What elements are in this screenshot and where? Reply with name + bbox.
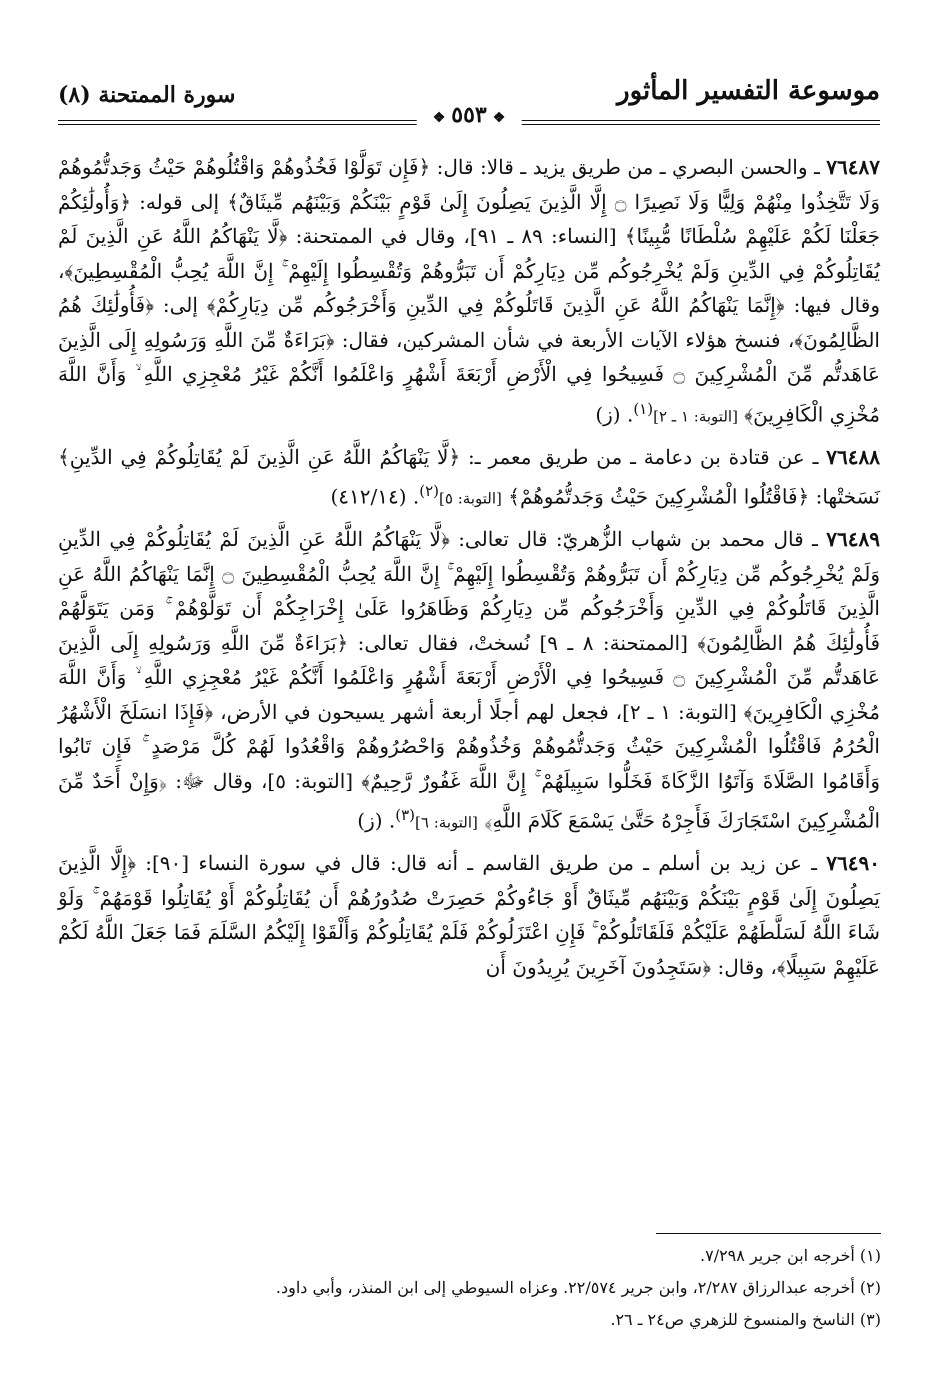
footnote-marker: (٢) (419, 482, 440, 501)
verse-reference: [التوبة: ٥] (439, 489, 502, 508)
narration-number: ٧٦٤٨٧ (826, 155, 880, 179)
footnote-marker: (٣) (395, 806, 416, 825)
narration-entry: ٧٦٤٨٨ ـ عن قتادة بن دعامة ـ من طريق معمر ـ: ﴿لَّا يَنْهَاكُمُ اللَّهُ عَنِ الَّذِينَ لَمْ يُقَاتِلُوكُمْ فِي الدِّينِ﴾ نَسَختْها: ﴿فَاقْتُلُوا الْمُشْرِكِينَ حَيْثُ وَجَدتُّمُوهُمْ﴾ [التوبة: ٥]$^{(٢)}$. (٤١٢/١٤) (58, 444, 881, 509)
narration-entry: ٧٦٤٨٧ ـ والحسن البصري ـ من طريق يزيد ـ قالا: قال: ﴿فَإِن تَوَلَّوْا فَخُذُوهُمْ وَاقْتُلُوهُمْ حَيْثُ وَجَدتُّمُوهُمْ وَلَا تَتَّخِذُوا مِنْهُمْ وَلِيًّا وَلَا نَصِيرًا ۝ إِلَّا الَّذِينَ يَصِلُونَ إِلَىٰ قَوْمٍ بَيْنَكُمْ وَبَيْنَهُم مِّيثَاقٌ﴾ إلى قوله: ﴿وَأُولَٰئِكُمْ جَعَلْنَا لَكُمْ عَلَيْهِمْ سُلْطَانًا مُّبِينًا﴾ [النساء: ٨٩ ـ ٩١]، وقال في الممتحنة: ﴿لَّا يَنْهَاكُمُ اللَّهُ عَنِ الَّذِينَ لَمْ يُقَاتِلُوكُمْ فِي الدِّينِ وَلَمْ يُخْرِجُوكُم مِّن دِيَارِكُمْ أَن تَبَرُّوهُمْ وَتُقْسِطُوا إِلَيْهِمْ ۚ إِنَّ اللَّهَ يُحِبُّ الْمُقْسِطِينَ﴾، وقال فيها: ﴿إِنَّمَا يَنْهَاكُمُ اللَّهُ عَنِ الَّذِينَ قَاتَلُوكُمْ فِي الدِّينِ وَأَخْرَجُوكُم مِّن دِيَارِكُمْ﴾ إلى: ﴿فَأُولَٰئِكَ هُمُ الظَّالِمُونَ﴾، فنسخ هؤلاء الآيات الأربعة في شأن المشركين، فقال: ﴿بَرَاءَةٌ مِّنَ اللَّهِ وَرَسُولِهِ إِلَى الَّذِينَ عَاهَدتُّم مِّنَ الْمُشْرِكِينَ ۝ فَسِيحُوا فِي الْأَرْضِ أَرْبَعَةَ أَشْهُرٍ وَاعْلَمُوا أَنَّكُمْ غَيْرُ مُعْجِزِي اللَّهِ ۙ وَأَنَّ اللَّهَ مُخْزِي الْكَافِرِينَ﴾ [التوبة: ١ ـ ٢]$^{(١)}$. (ز) (58, 155, 880, 427)
narration-text: عن قتادة بن دعامة ـ من طريق معمر ـ: ﴿لَّا يَنْهَاكُمُ اللَّهُ عَنِ الَّذِينَ لَمْ يُقَاتِلُوكُمْ فِي الدِّينِ﴾ نَسَختْها: ﴿فَاقْتُلُوا الْمُشْرِكِينَ حَيْثُ وَجَدتُّمُوهُمْ﴾ (58, 444, 880, 509)
footnote-item: (٢) أخرجه عبدالرزاق ٢/٢٨٧، وابن جرير ٢٢/٥٧٤. وعزاه السيوطي إلى ابن المنذر، وأبي داود. (275, 1278, 881, 1297)
narration-number: ٧٦٤٨٩ (826, 527, 881, 552)
verse-reference: [التوبة: ١ ـ ٢] (653, 407, 738, 426)
main-text (58, 150, 880, 990)
footnotes (59, 1240, 881, 1336)
page-header (58, 72, 880, 132)
narration-number: ٧٦٤٩٠ (826, 851, 880, 876)
footnote-item: (٣) الناسخ والمنسوخ للزهري ص٢٤ ـ ٢٦. (610, 1310, 881, 1329)
narration-text: عن زيد بن أسلم ـ من طريق القاسم ـ أنه قال: قال في سورة النساء [٩٠]: ﴿إِلَّا الَّذِينَ يَصِلُونَ إِلَىٰ قَوْمٍ بَيْنَكُمْ وَبَيْنَهُم مِّيثَاقٌ أَوْ جَاءُوكُمْ حَصِرَتْ صُدُورُهُمْ أَن يُقَاتِلُوكُمْ أَوْ يُقَاتِلُوا قَوْمَهُمْ ۚ وَلَوْ شَاءَ اللَّهُ لَسَلَّطَهُمْ عَلَيْكُمْ فَلَقَاتَلُوكُمْ ۚ فَإِنِ اعْتَزَلُوكُمْ فَلَمْ يُقَاتِلُوكُمْ وَأَلْقَوْا إِلَيْكُمُ السَّلَمَ فَمَا جَعَلَ اللَّهُ لَكُمْ عَلَيْهِمْ سَبِيلًا﴾، وقال: ﴿سَتَجِدُونَ آخَرِينَ يُرِيدُونَ أَن (58, 851, 880, 979)
narration-tail: . (٤١٢/١٤) (330, 484, 420, 509)
surah-title: سورة الممتحنة (٨) (58, 82, 236, 108)
footnote-item: (١) أخرجه ابن جرير ٧/٢٩٨. (700, 1246, 881, 1265)
page-number: ❖ ٥٥٣ ❖ (417, 102, 522, 128)
narration-entry: ٧٦٤٩٠ ـ عن زيد بن أسلم ـ من طريق القاسم ـ أنه قال: قال في سورة النساء [٩٠]: ﴿إِلَّا الَّذِينَ يَصِلُونَ إِلَىٰ قَوْمٍ بَيْنَكُمْ وَبَيْنَهُم مِّيثَاقٌ أَوْ جَاءُوكُمْ حَصِرَتْ صُدُورُهُمْ أَن يُقَاتِلُوكُمْ أَوْ يُقَاتِلُوا قَوْمَهُمْ ۚ وَلَوْ شَاءَ اللَّهُ لَسَلَّطَهُمْ عَلَيْكُمْ فَلَقَاتَلُوكُمْ ۚ فَإِنِ اعْتَزَلُوكُمْ فَلَمْ يُقَاتِلُوكُمْ وَأَلْقَوْا إِلَيْكُمُ السَّلَمَ فَمَا جَعَلَ اللَّهُ لَكُمْ عَلَيْهِمْ سَبِيلًا﴾، وقال: ﴿سَتَجِدُونَ آخَرِينَ يُرِيدُونَ أَن (58, 851, 880, 979)
narration-text: قال محمد بن شهاب الزُّهريّ: قال تعالى: ﴿لَّا يَنْهَاكُمُ اللَّهُ عَنِ الَّذِينَ لَمْ يُقَاتِلُوكُمْ فِي الدِّينِ وَلَمْ يُخْرِجُوكُم مِّن دِيَارِكُمْ أَن تَبَرُّوهُمْ وَتُقْسِطُوا إِلَيْهِمْ ۚ إِنَّ اللَّهَ يُحِبُّ الْمُقْسِطِينَ ۝ إِنَّمَا يَنْهَاكُمُ اللَّهُ عَنِ الَّذِينَ قَاتَلُوكُمْ فِي الدِّينِ وَأَخْرَجُوكُم مِّن دِيَارِكُمْ وَظَاهَرُوا عَلَىٰ إِخْرَاجِكُمْ أَن تَوَلَّوْهُمْ ۚ وَمَن يَتَوَلَّهُمْ فَأُولَٰئِكَ هُمُ الظَّالِمُونَ﴾ [الممتحنة: ٨ ـ ٩] نُسختْ، فقال تعالى: ﴿بَرَاءَةٌ مِّنَ اللَّهِ وَرَسُولِهِ إِلَى الَّذِينَ عَاهَدتُّم مِّنَ الْمُشْرِكِينَ ۝ فَسِيحُوا فِي الْأَرْضِ أَرْبَعَةَ أَشْهُرٍ وَاعْلَمُوا أَنَّكُمْ غَيْرُ مُعْجِزِي اللَّهِ ۙ وَأَنَّ اللَّهَ مُخْزِي الْكَافِرِينَ﴾ [التوبة: ١ ـ ٢]، فجعل لهم أجلًا أربعة أشهر يسيحون في الأرض، ﴿فَإِذَا انسَلَخَ الْأَشْهُرُ الْحُرُمُ فَاقْتُلُوا الْمُشْرِكِينَ حَيْثُ وَجَدتُّمُوهُمْ وَخُذُوهُمْ وَاحْصُرُوهُمْ وَاقْعُدُوا لَهُمْ كُلَّ مَرْصَدٍ ۚ فَإِن تَابُوا وَأَقَامُوا الصَّلَاةَ وَآتَوُا الزَّكَاةَ فَخَلُّوا سَبِيلَهُمْ ۚ إِنَّ اللَّهَ غَفُورٌ رَّحِيمٌ﴾ [التوبة: ٥]، وقال ﷻ: ﴿وَإِنْ أَحَدٌ مِّنَ الْمُشْرِكِينَ اسْتَجَارَكَ فَأَجِرْهُ حَتَّىٰ يَسْمَعَ كَلَامَ اللَّهِ﴾ (58, 527, 881, 833)
narration-tail: . (ز) (595, 402, 634, 427)
narration-tail: . (ز) (357, 808, 396, 833)
footnote-rule (656, 1233, 881, 1234)
narration-text: والحسن البصري ـ من طريق يزيد ـ قالا: قال: ﴿فَإِن تَوَلَّوْا فَخُذُوهُمْ وَاقْتُلُوهُمْ حَيْثُ وَجَدتُّمُوهُمْ وَلَا تَتَّخِذُوا مِنْهُمْ وَلِيًّا وَلَا نَصِيرًا ۝ إِلَّا الَّذِينَ يَصِلُونَ إِلَىٰ قَوْمٍ بَيْنَكُمْ وَبَيْنَهُم مِّيثَاقٌ﴾ إلى قوله: ﴿وَأُولَٰئِكُمْ جَعَلْنَا لَكُمْ عَلَيْهِمْ سُلْطَانًا مُّبِينًا﴾ [النساء: ٨٩ ـ ٩١]، وقال في الممتحنة: ﴿لَّا يَنْهَاكُمُ اللَّهُ عَنِ الَّذِينَ لَمْ يُقَاتِلُوكُمْ فِي الدِّينِ وَلَمْ يُخْرِجُوكُم مِّن دِيَارِكُمْ أَن تَبَرُّوهُمْ وَتُقْسِطُوا إِلَيْهِمْ ۚ إِنَّ اللَّهَ يُحِبُّ الْمُقْسِطِينَ﴾، وقال فيها: ﴿إِنَّمَا يَنْهَاكُمُ اللَّهُ عَنِ الَّذِينَ قَاتَلُوكُمْ فِي الدِّينِ وَأَخْرَجُوكُم مِّن دِيَارِكُمْ﴾ إلى: ﴿فَأُولَٰئِكَ هُمُ الظَّالِمُونَ﴾، فنسخ هؤلاء الآيات الأربعة في شأن المشركين، فقال: ﴿بَرَاءَةٌ مِّنَ اللَّهِ وَرَسُولِهِ إِلَى الَّذِينَ عَاهَدتُّم مِّنَ الْمُشْرِكِينَ ۝ فَسِيحُوا فِي الْأَرْضِ أَرْبَعَةَ أَشْهُرٍ وَاعْلَمُوا أَنَّكُمْ غَيْرُ مُعْجِزِي اللَّهِ ۙ وَأَنَّ اللَّهَ مُخْزِي الْكَافِرِينَ﴾ (58, 155, 880, 427)
book-title: موسوعة التفسير المأثور (617, 76, 880, 106)
footnote-marker: (١) (633, 399, 654, 418)
narration-number: ٧٦٤٨٨ (826, 444, 881, 469)
narration-entry: ٧٦٤٨٩ ـ قال محمد بن شهاب الزُّهريّ: قال تعالى: ﴿لَّا يَنْهَاكُمُ اللَّهُ عَنِ الَّذِينَ لَمْ يُقَاتِلُوكُمْ فِي الدِّينِ وَلَمْ يُخْرِجُوكُم مِّن دِيَارِكُمْ أَن تَبَرُّوهُمْ وَتُقْسِطُوا إِلَيْهِمْ ۚ إِنَّ اللَّهَ يُحِبُّ الْمُقْسِطِينَ ۝ إِنَّمَا يَنْهَاكُمُ اللَّهُ عَنِ الَّذِينَ قَاتَلُوكُمْ فِي الدِّينِ وَأَخْرَجُوكُم مِّن دِيَارِكُمْ وَظَاهَرُوا عَلَىٰ إِخْرَاجِكُمْ أَن تَوَلَّوْهُمْ ۚ وَمَن يَتَوَلَّهُمْ فَأُولَٰئِكَ هُمُ الظَّالِمُونَ﴾ [الممتحنة: ٨ ـ ٩] نُسختْ، فقال تعالى: ﴿بَرَاءَةٌ مِّنَ اللَّهِ وَرَسُولِهِ إِلَى الَّذِينَ عَاهَدتُّم مِّنَ الْمُشْرِكِينَ ۝ فَسِيحُوا فِي الْأَرْضِ أَرْبَعَةَ أَشْهُرٍ وَاعْلَمُوا أَنَّكُمْ غَيْرُ مُعْجِزِي اللَّهِ ۙ وَأَنَّ اللَّهَ مُخْزِي الْكَافِرِينَ﴾ [التوبة: ١ ـ ٢]، فجعل لهم أجلًا أربعة أشهر يسيحون في الأرض، ﴿فَإِذَا انسَلَخَ الْأَشْهُرُ الْحُرُمُ فَاقْتُلُوا الْمُشْرِكِينَ حَيْثُ وَجَدتُّمُوهُمْ وَخُذُوهُمْ وَاحْصُرُوهُمْ وَاقْعُدُوا لَهُمْ كُلَّ مَرْصَدٍ ۚ فَإِن تَابُوا وَأَقَامُوا الصَّلَاةَ وَآتَوُا الزَّكَاةَ فَخَلُّوا سَبِيلَهُمْ ۚ إِنَّ اللَّهَ غَفُورٌ رَّحِيمٌ﴾ [التوبة: ٥]، وقال ﷻ: ﴿وَإِنْ أَحَدٌ مِّنَ الْمُشْرِكِينَ اسْتَجَارَكَ فَأَجِرْهُ حَتَّىٰ يَسْمَعَ كَلَامَ اللَّهِ﴾ [التوبة: ٦]$^{(٣)}$. (ز) (58, 527, 881, 833)
verse-reference: [التوبة: ٦] (415, 813, 478, 832)
